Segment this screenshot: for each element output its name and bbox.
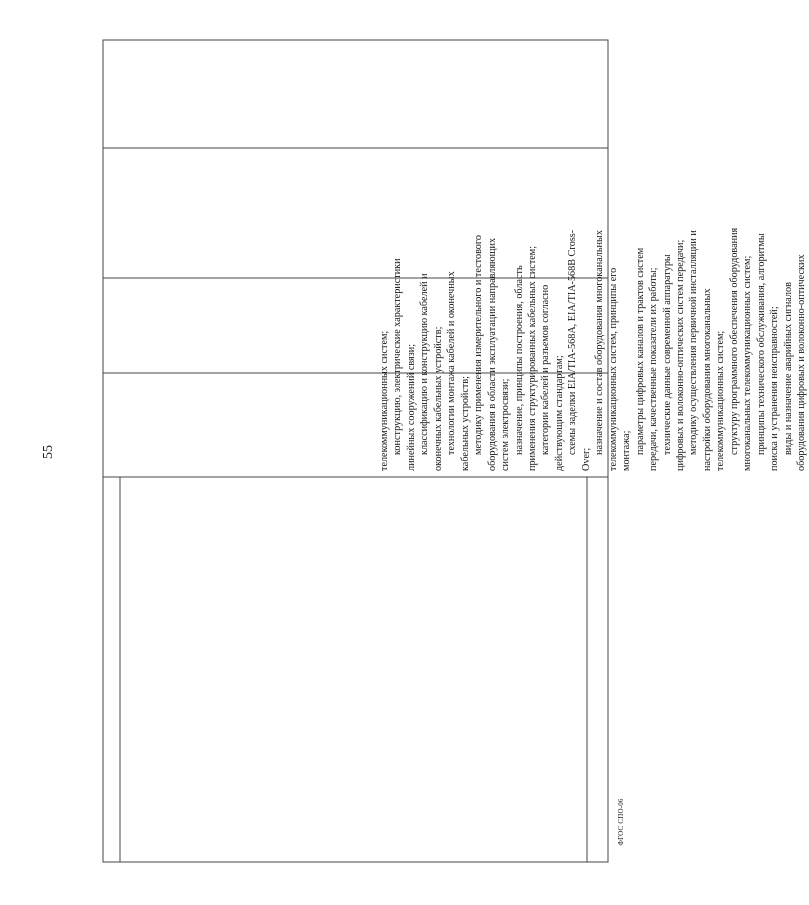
text-line: цифровых и волоконно-оптических систем передачи; (674, 239, 686, 471)
text-line: принципы технического обслуживания, алгоритмы (755, 233, 767, 455)
text-line: категории кабелей и разъемов согласно (540, 284, 552, 455)
text-line: назначение и состав оборудования многоканальных (594, 230, 606, 455)
text-line: схемы заделки EIA/TIA-568A, EIA/TIA-568B Cross- (567, 229, 579, 455)
text-line: технологии монтажа кабелей и оконечных (446, 271, 458, 455)
text-line: конструкцию, электрические характеристики (392, 258, 404, 455)
text-line: методику осуществления первичной инсталляции и (688, 230, 700, 455)
text-line: применения структурированных кабельных систем; (526, 245, 538, 471)
text-line: телекоммуникационных систем; (379, 330, 390, 471)
text-line: настройки оборудования многоканальных (701, 288, 713, 471)
text-line: монтажа; (621, 430, 633, 471)
text-line: оборудования в области эксплуатации направляющих (486, 237, 498, 471)
text-line: поиска и устранения неисправностей; (769, 306, 781, 471)
text-line: структуру программного обеспечения оборудования (728, 227, 740, 455)
text-line: оборудования цифровых и волоконно-оптических (796, 254, 808, 471)
text-line: многоканальных телекоммуникационных систем; (742, 255, 754, 471)
text-line: параметры цифровых каналов и трактов систем (634, 247, 646, 455)
text-line: методику применения измерительного и тестового (473, 235, 485, 455)
text-line: линейных сооружений связи; (405, 343, 417, 471)
text-line: телекоммуникационных систем; (715, 330, 727, 471)
text-line: назначение, принципы построения, область (513, 265, 525, 455)
page-number: 55 (41, 445, 56, 459)
text-line: классификацию и конструкцию кабелей и (419, 273, 431, 455)
text-line: Over; (580, 447, 592, 471)
text-line: кабельных устройств; (459, 375, 471, 471)
text-line: систем электросвязи; (500, 378, 512, 471)
footer-code: ФГОС СПО-06 (617, 798, 625, 846)
text-line: виды и назначение аварийных сигналов (782, 282, 794, 455)
text-line: технические данные современной аппаратуры (661, 254, 673, 455)
text-line: оконечных кабельных устройств; (432, 326, 444, 471)
text-line: телекоммуникационных систем, принципы его (607, 267, 619, 471)
competency-text-cell (376, 82, 808, 477)
text-line: передачи, качественные показатели их работы; (648, 267, 660, 471)
text-line: действующим стандартам; (553, 355, 565, 471)
